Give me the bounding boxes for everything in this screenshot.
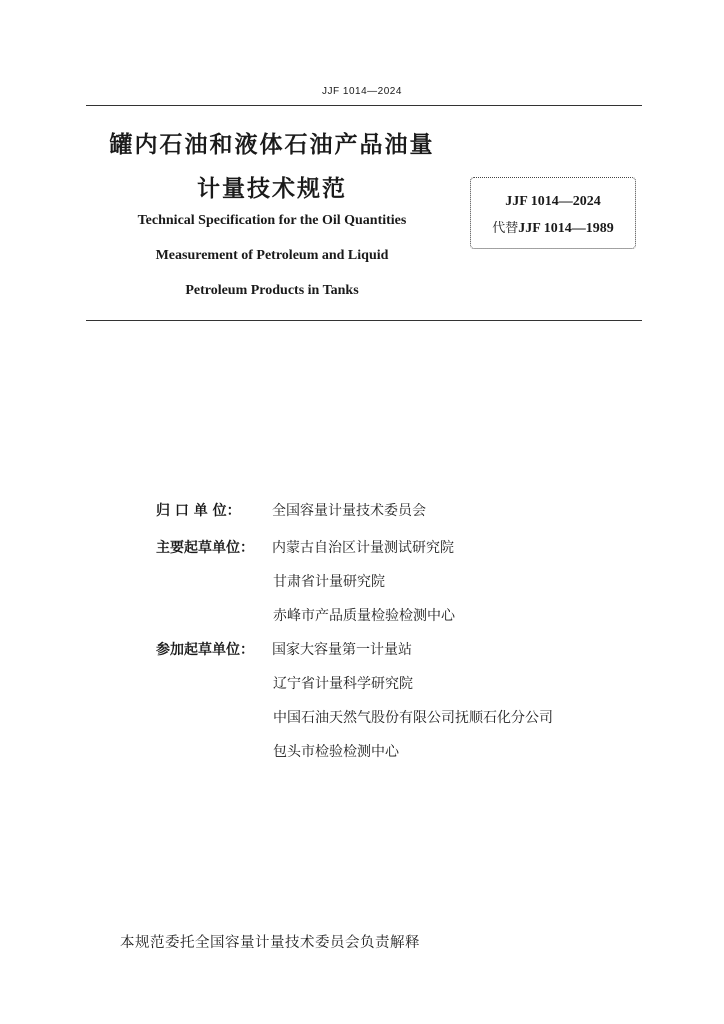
participating-item: 国家大容量第一计量站	[272, 642, 412, 658]
title-en-line1: Technical Specification for the Oil Quantities	[137, 213, 407, 228]
title-cn-line2: 计量技术规范	[197, 176, 347, 202]
replace-prefix: 代替	[492, 221, 519, 236]
participating-item: 辽宁省计量科学研究院	[273, 676, 413, 692]
responsible-value: 全国容量计量技术委员会	[272, 503, 426, 519]
header-rule	[86, 105, 642, 106]
main-drafting-label: 主要起草单位：	[156, 540, 254, 556]
main-drafting-item: 甘肃省计量研究院	[273, 574, 385, 590]
code-box-code: JJF 1014—2024	[505, 194, 601, 209]
participating-item: 包头市检验检测中心	[273, 744, 399, 760]
title-en-line2: Measurement of Petroleum and Liquid	[155, 248, 389, 263]
code-box	[470, 177, 636, 249]
responsible-label: 归 口 单 位：	[156, 503, 241, 519]
participating-item: 中国石油天然气股份有限公司抚顺石化分公司	[273, 710, 553, 726]
title-rule	[86, 320, 642, 321]
code-box-replaces	[471, 217, 635, 237]
title-en-line3: Petroleum Products in Tanks	[185, 283, 359, 298]
main-drafting-item: 内蒙古自治区计量测试研究院	[272, 540, 454, 556]
main-drafting-row	[156, 537, 454, 557]
title-cn-line1: 罐内石油和液体石油产品油量	[109, 132, 435, 158]
header-code: JJF 1014—2024	[322, 86, 402, 97]
replaced-code: JJF 1014—1989	[518, 221, 614, 236]
participating-row	[156, 639, 412, 659]
main-drafting-item: 赤峰市产品质量检验检测中心	[273, 608, 455, 624]
footer-note: 本规范委托全国容量计量技术委员会负责解释	[120, 935, 420, 951]
responsible-row	[156, 500, 426, 520]
participating-label: 参加起草单位：	[156, 642, 254, 658]
